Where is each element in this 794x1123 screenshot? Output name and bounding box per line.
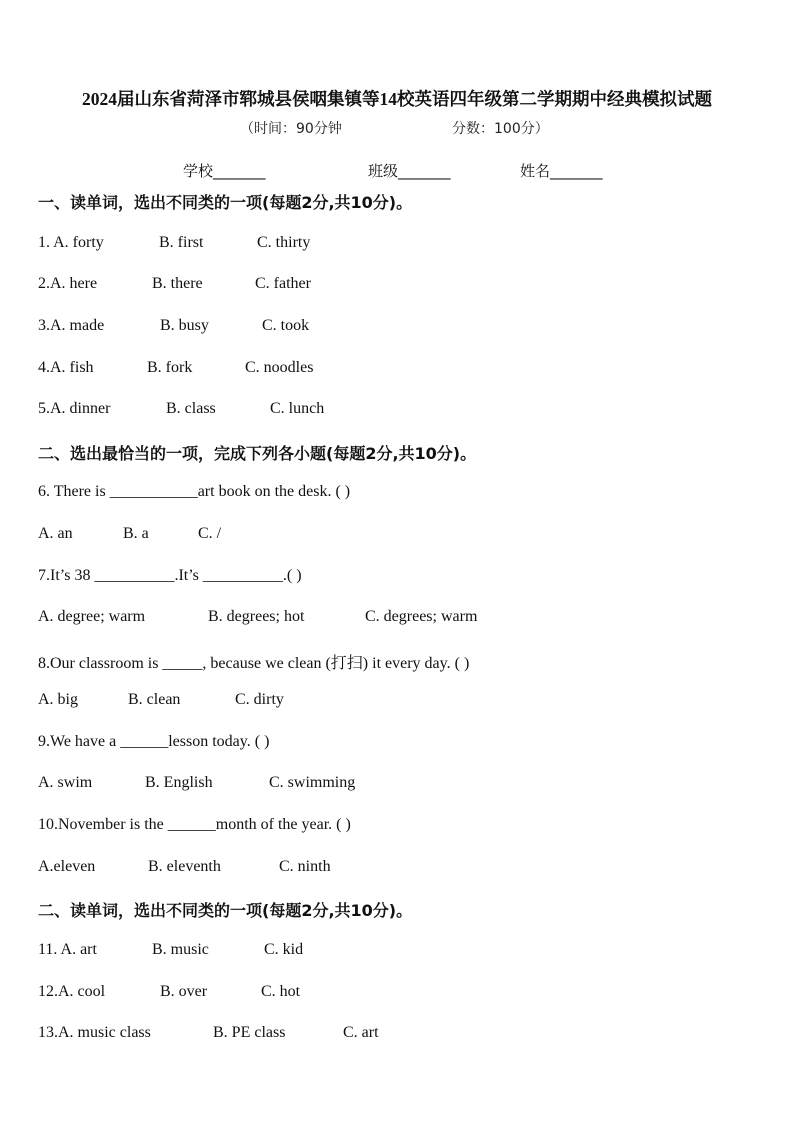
q7-option-c: C. degrees; warm — [365, 608, 478, 625]
exam-title: 2024届山东省菏泽市郓城县侯咽集镇等14校英语四年级第二学期期中经典模拟试题 — [82, 89, 712, 109]
q9-option-a: A. swim — [38, 774, 93, 791]
question-8-text: 8.Our classroom is _____, because we clean (打扫) it every day. ( ) — [38, 655, 470, 672]
question-7-text: 7.It’s 38 __________.It’s __________.( ) — [38, 567, 302, 584]
q11-option-a: 11. A. art — [38, 941, 97, 958]
q2-option-a: 2.A. here — [38, 275, 98, 292]
q5-option-a: 5.A. dinner — [38, 400, 111, 417]
q7-option-a: A. degree; warm — [38, 608, 146, 625]
exam-time: （时间：90分钟 — [240, 121, 342, 137]
q4-option-a: 4.A. fish — [38, 359, 94, 376]
q13-option-b: B. PE class — [213, 1024, 286, 1041]
section-1-heading: 一、读单词，选出不同类的一项(每题2分,共10分)。 — [38, 193, 413, 212]
section-3-heading: 二、读单词，选出不同类的一项(每题2分,共10分)。 — [38, 901, 413, 920]
class-field: 班级_______ — [368, 162, 451, 180]
q9-option-c: C. swimming — [269, 774, 356, 791]
q8-option-c: C. dirty — [235, 691, 284, 708]
q3-option-b: B. busy — [160, 317, 209, 334]
q1-option-c: C. thirty — [257, 234, 311, 251]
q8-option-a: A. big — [38, 691, 78, 708]
q2-option-b: B. there — [152, 275, 203, 292]
question-6-text: 6. There is ___________art book on the desk. ( ) — [38, 483, 351, 500]
q11-option-c: C. kid — [264, 941, 304, 958]
q13-option-a: 13.A. music class — [38, 1024, 151, 1041]
question-10-text: 10.November is the ______month of the year. ( ) — [38, 816, 351, 833]
school-field: 学校_______ — [183, 162, 266, 180]
q5-option-c: C. lunch — [270, 400, 325, 417]
q6-option-b: B. a — [123, 525, 149, 542]
q5-option-b: B. class — [166, 400, 216, 417]
q6-option-c: C. / — [198, 525, 222, 542]
q1-option-b: B. first — [159, 234, 204, 251]
q12-option-c: C. hot — [261, 983, 301, 1000]
q13-option-c: C. art — [343, 1024, 379, 1041]
q4-option-c: C. noodles — [245, 359, 314, 376]
q10-option-a: A.eleven — [38, 858, 96, 875]
q10-option-c: C. ninth — [279, 858, 331, 875]
q8-option-b: B. clean — [128, 691, 181, 708]
q4-option-b: B. fork — [147, 359, 193, 376]
q10-option-b: B. eleventh — [148, 858, 221, 875]
q7-option-b: B. degrees; hot — [208, 608, 305, 625]
q3-option-c: C. took — [262, 317, 310, 334]
question-9-text: 9.We have a ______lesson today. ( ) — [38, 733, 270, 750]
section-2-heading: 二、选出最恰当的一项，完成下列各小题(每题2分,共10分)。 — [38, 444, 477, 463]
q9-option-b: B. English — [145, 774, 213, 791]
q12-option-b: B. over — [160, 983, 208, 1000]
q2-option-c: C. father — [255, 275, 311, 292]
q1-option-a: 1. A. forty — [38, 234, 104, 251]
q6-option-a: A. an — [38, 525, 73, 542]
exam-score: 分数：100分） — [452, 121, 549, 137]
q12-option-a: 12.A. cool — [38, 983, 106, 1000]
q11-option-b: B. music — [152, 941, 209, 958]
q3-option-a: 3.A. made — [38, 317, 105, 334]
name-field: 姓名_______ — [520, 162, 603, 180]
